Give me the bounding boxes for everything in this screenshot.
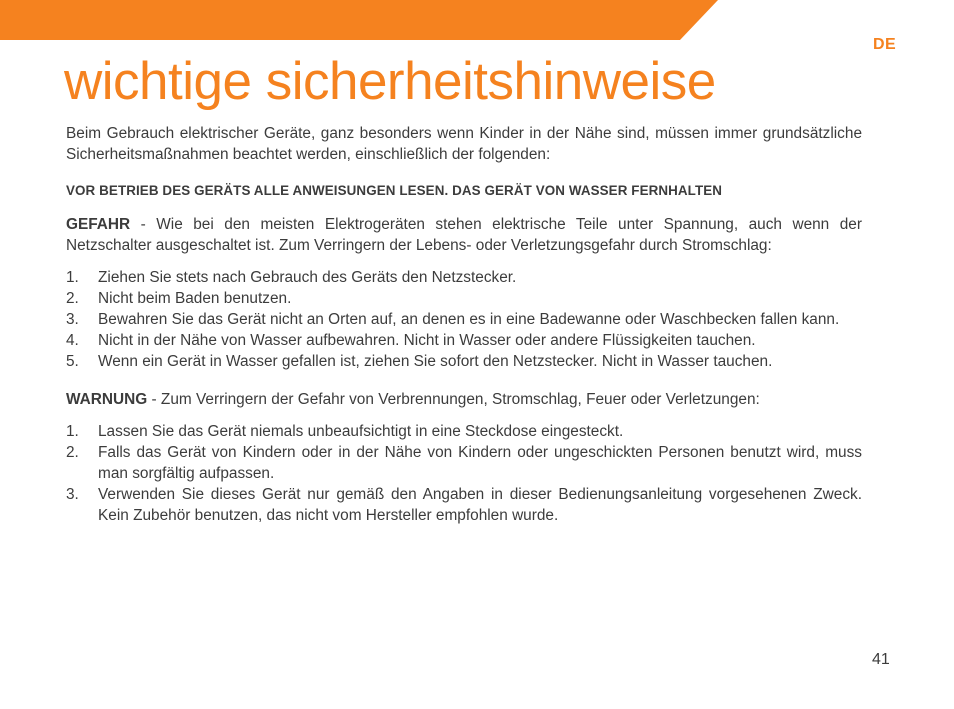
list-item-number: 1.: [66, 423, 79, 440]
warning-keyword: WARNUNG: [66, 391, 148, 408]
list-item-text: Nicht in der Nähe von Wasser aufbewahren. Nicht in Wasser oder andere Flüssigkeiten tauchen.: [98, 332, 756, 349]
header-band: [0, 0, 954, 40]
list-item: [66, 442, 862, 484]
list-item-text: Nicht beim Baden benutzen.: [98, 290, 292, 307]
list-item-text: Falls das Gerät von Kindern oder in der Nähe von Kindern oder ungeschickten Personen benutzt wird, muss man sorgfältig aufpassen.: [98, 444, 862, 482]
list-item: [66, 288, 862, 309]
list-item: [66, 330, 862, 351]
list-item-number: 4.: [66, 332, 79, 349]
list-item-number: 3.: [66, 486, 79, 503]
list-item: [66, 351, 862, 372]
danger-text: - Wie bei den meisten Elektrogeräten stehen elektrische Teile unter Spannung, auch wenn der Netzschalter ausgeschaltet ist. Zum Verringern der Lebens- oder Verletzungsgefahr durch Stromschlag:: [66, 216, 862, 254]
list-item: [66, 484, 862, 526]
page-number: 41: [872, 651, 890, 668]
page-title: wichtige sicherheitshinweise: [64, 52, 716, 111]
list-item-text: Verwenden Sie dieses Gerät nur gemäß den Angaben in dieser Bedienungsanleitung vorgesehenen Zweck. Kein Zubehör benutzen, das nicht vom Hersteller empfohlen wurde.: [98, 486, 862, 524]
danger-list: [66, 267, 862, 372]
list-item-number: 1.: [66, 269, 79, 286]
language-label: DE: [873, 36, 897, 53]
list-item-number: 2.: [66, 290, 79, 307]
warning-paragraph: [66, 389, 862, 410]
warning-text: - Zum Verringern der Gefahr von Verbrennungen, Stromschlag, Feuer oder Verletzungen:: [147, 391, 760, 408]
list-item-text: Bewahren Sie das Gerät nicht an Orten auf, an denen es in eine Badewanne oder Waschbecken fallen kann.: [98, 311, 840, 328]
list-item: [66, 309, 862, 330]
danger-keyword: GEFAHR: [66, 216, 131, 233]
warning-list: [66, 421, 862, 526]
header-band-shape: [0, 0, 718, 40]
list-item-text: Ziehen Sie stets nach Gebrauch des Geräts den Netzstecker.: [98, 269, 517, 286]
list-item: [66, 421, 862, 442]
danger-paragraph: [66, 214, 862, 256]
caps-heading: VOR BETRIEB DES GERÄTS ALLE ANWEISUNGEN LESEN. DAS GERÄT VON WASSER FERNHALTEN: [66, 183, 723, 198]
list-item: [66, 267, 862, 288]
list-item-text: Lassen Sie das Gerät niemals unbeaufsichtigt in eine Steckdose eingesteckt.: [98, 423, 624, 440]
intro-paragraph: Beim Gebrauch elektrischer Geräte, ganz besonders wenn Kinder in der Nähe sind, müssen immer grundsätzliche Sicherheitsmaßnahmen beachtet werden, einschließlich der folgenden:: [66, 125, 862, 163]
list-item-number: 5.: [66, 353, 79, 370]
document-body: [66, 123, 862, 538]
list-item-text: Wenn ein Gerät in Wasser gefallen ist, ziehen Sie sofort den Netzstecker. Nicht in Wasser tauchen.: [98, 353, 773, 370]
list-item-number: 2.: [66, 444, 79, 461]
list-item-number: 3.: [66, 311, 79, 328]
